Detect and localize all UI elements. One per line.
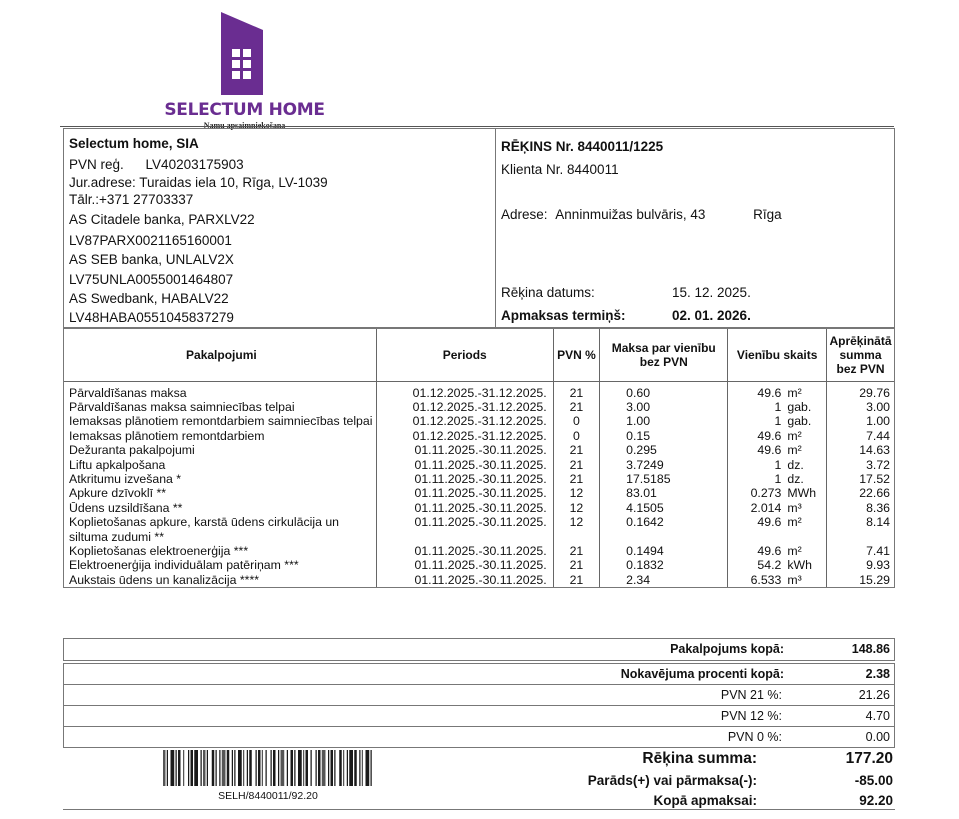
vat12-value: 4.70 <box>865 709 890 723</box>
quantity-value: 49.6 <box>757 385 782 400</box>
barcode-bar <box>362 750 363 786</box>
unit-price-cell: 17.5185 <box>600 472 728 486</box>
quantity-cell <box>728 429 827 443</box>
period-cell: 01.11.2025.-30.11.2025. <box>376 515 553 544</box>
quantity-value: 49.6 <box>757 443 782 458</box>
service-cell: Pārvaldīšanas maksa saimniecības telpai <box>69 399 295 414</box>
invoice-title: RĒĶINS Nr. 8440011/1225 <box>501 139 664 154</box>
unit-price-cell: 3.7249 <box>600 458 728 472</box>
unit-price-cell: 4.1505 <box>600 501 728 515</box>
invoice-info <box>496 129 894 327</box>
sum-cell: 9.93 <box>826 558 894 572</box>
vat-label: PVN reģ. <box>69 157 124 172</box>
barcode-bar <box>266 750 267 786</box>
quantity-cell <box>728 486 827 500</box>
quantity-cell <box>728 573 827 587</box>
barcode-bar <box>222 750 226 786</box>
barcode-bar <box>322 750 326 786</box>
sum-cell: 1.00 <box>826 414 894 428</box>
quantity-value: 0.273 <box>750 486 782 501</box>
period-cell: 01.12.2025.-31.12.2025. <box>376 381 553 400</box>
sum-cell: 22.66 <box>826 486 894 500</box>
barcode-bar <box>347 750 348 786</box>
debt-value: -85.00 <box>854 773 893 788</box>
quantity-value: 1 <box>774 399 782 414</box>
invoice-date-value: 15. 12. 2025. <box>672 285 751 300</box>
building-icon <box>221 12 263 95</box>
header-service: Pakalpojumi <box>64 329 376 381</box>
table-row <box>64 544 894 558</box>
barcode-bar <box>249 750 252 786</box>
vat-cell: 21 <box>553 381 599 400</box>
unit-price-cell: 2.34 <box>600 573 728 587</box>
address-city: Rīga <box>753 207 782 222</box>
table-row <box>64 558 894 572</box>
period-cell: 01.11.2025.-30.11.2025. <box>376 458 553 472</box>
barcode-bar <box>331 750 334 786</box>
address-value: Anninmuižas bulvāris, 43 <box>555 207 706 222</box>
quantity-unit: m² <box>787 443 802 458</box>
vat-cell: 21 <box>553 400 599 414</box>
barcode-bar <box>171 750 175 786</box>
service-cell: Koplietošanas apkure, karstā ūdens cirkulācija un siltuma zudumi ** <box>69 515 340 544</box>
barcode-bar <box>294 750 295 786</box>
quantity-cell <box>728 458 827 472</box>
divider <box>60 126 894 127</box>
barcode <box>163 750 373 786</box>
barcode-bar <box>316 750 317 786</box>
quantity-value: 1 <box>774 414 782 429</box>
quantity-cell <box>728 472 827 486</box>
service-cell: Elektroenerģija individuālam patēriņam *** <box>69 558 299 573</box>
quantity-unit: dz. <box>787 471 804 486</box>
vat-cell: 21 <box>553 458 599 472</box>
barcode-bar <box>349 750 353 786</box>
barcode-bar <box>371 750 372 786</box>
barcode-bar <box>287 750 288 786</box>
services-total-value: 148.86 <box>851 642 890 656</box>
barcode-bar <box>318 750 321 786</box>
quantity-value: 1 <box>774 457 782 472</box>
barcode-bar <box>238 750 242 786</box>
barcode-bar <box>258 750 261 786</box>
quantity-value: 2.014 <box>750 500 782 515</box>
barcode-text: SELH/8440011/92.20 <box>218 790 318 802</box>
quantity-unit: m³ <box>787 500 802 515</box>
quantity-cell <box>728 400 827 414</box>
quantity-unit: m² <box>787 428 802 443</box>
quantity-unit: gab. <box>787 399 812 414</box>
company-logo <box>157 10 332 128</box>
barcode-bar <box>191 750 194 786</box>
vat0-label: PVN 0 %: <box>727 730 782 744</box>
period-cell: 01.12.2025.-31.12.2025. <box>376 414 553 428</box>
debt-label: Parāds(+) vai pārmaksa(-): <box>587 773 757 788</box>
quantity-value: 49.6 <box>757 543 782 558</box>
service-cell: Iemaksas plānotiem remontdarbiem <box>69 428 265 443</box>
vat-cell: 21 <box>553 558 599 572</box>
quantity-unit: m³ <box>787 572 802 587</box>
quantity-cell <box>728 381 827 400</box>
vat-cell: 0 <box>553 414 599 428</box>
sum-cell: 7.41 <box>826 544 894 558</box>
sum-cell: 17.52 <box>826 472 894 486</box>
unit-price-cell: 0.1642 <box>600 515 728 544</box>
divider <box>63 809 895 810</box>
vat0-value: 0.00 <box>865 730 890 744</box>
barcode-bar <box>176 750 177 786</box>
bank-iban: LV87PARX0021165160001 <box>69 233 232 248</box>
vat-cell: 12 <box>553 501 599 515</box>
penalty-row <box>63 663 895 685</box>
barcode-bar <box>354 750 357 786</box>
due-date-label: Apmaksas termiņš: <box>501 308 626 323</box>
barcode-bar <box>234 750 235 786</box>
barcode-bar <box>339 750 342 786</box>
address-label: Adrese: <box>501 207 548 222</box>
quantity-value: 6.533 <box>750 572 782 587</box>
due-date-value: 02. 01. 2026. <box>672 308 751 323</box>
period-cell: 01.11.2025.-30.11.2025. <box>376 573 553 587</box>
service-cell: Koplietošanas elektroenerģija *** <box>69 543 249 558</box>
barcode-bar <box>334 750 335 786</box>
quantity-unit: dz. <box>787 457 804 472</box>
vat0-row <box>63 726 895 748</box>
barcode-bar <box>328 750 329 786</box>
barcode-bar <box>278 750 279 786</box>
vat-cell: 0 <box>553 429 599 443</box>
barcode-bar <box>273 750 276 786</box>
barcode-bar <box>281 750 285 786</box>
barcode-bar <box>203 750 206 786</box>
sum-cell: 3.72 <box>826 458 894 472</box>
quantity-cell <box>728 443 827 457</box>
bank-name: AS SEB banka, UNLALV2X <box>69 252 234 267</box>
to-pay-value: 92.20 <box>859 793 893 808</box>
sum-cell: 29.76 <box>826 381 894 400</box>
table-row <box>64 501 894 515</box>
vat-cell: 12 <box>553 515 599 544</box>
barcode-bar <box>262 750 263 786</box>
quantity-unit: m² <box>787 515 802 530</box>
services-table <box>63 328 895 588</box>
vat12-row <box>63 705 895 727</box>
company-address: Jur.adrese: Turaidas iela 10, Rīga, LV-1039 <box>69 175 328 190</box>
sum-cell: 3.00 <box>826 400 894 414</box>
barcode-bar <box>216 750 217 786</box>
period-cell: 01.11.2025.-30.11.2025. <box>376 443 553 457</box>
barcode-bar <box>201 750 202 786</box>
table-row <box>64 515 894 544</box>
sum-cell: 15.29 <box>826 573 894 587</box>
table-row <box>64 400 894 414</box>
company-name: Selectum home, SIA <box>69 136 199 151</box>
sum-cell: 8.14 <box>826 515 894 544</box>
quantity-value: 54.2 <box>757 558 782 573</box>
header-unit-price: Maksa par vienību bez PVN <box>600 329 728 381</box>
service-cell: Liftu apkalpošana <box>69 457 166 472</box>
period-cell: 01.11.2025.-30.11.2025. <box>376 486 553 500</box>
barcode-bar <box>359 750 360 786</box>
service-cell: Pārvaldīšanas maksa <box>69 385 187 400</box>
sum-cell: 14.63 <box>826 443 894 457</box>
unit-price-cell: 0.15 <box>600 429 728 443</box>
services-total-label: Pakalpojums kopā: <box>670 642 784 656</box>
vat-cell: 12 <box>553 486 599 500</box>
invoice-date-label: Rēķina datums: <box>501 285 595 300</box>
service-cell: Atkritumu izvešana * <box>69 471 182 486</box>
header-sum: Aprēķinātā summa bez PVN <box>826 329 894 381</box>
unit-price-cell: 1.00 <box>600 414 728 428</box>
barcode-bar <box>343 750 344 786</box>
unit-price-cell: 83.01 <box>600 486 728 500</box>
company-phone: Tālr.:+371 27703337 <box>69 192 194 207</box>
period-cell: 01.11.2025.-30.11.2025. <box>376 558 553 572</box>
table-row <box>64 486 894 500</box>
quantity-unit: MWh <box>787 486 817 501</box>
sum-cell: 8.36 <box>826 501 894 515</box>
quantity-cell <box>728 515 827 544</box>
barcode-bar <box>188 750 189 786</box>
barcode-bar <box>247 750 248 786</box>
barcode-bar <box>219 750 220 786</box>
barcode-bar <box>311 750 312 786</box>
penalty-label: Nokavējuma procenti kopā: <box>620 667 784 681</box>
quantity-cell <box>728 544 827 558</box>
service-cell: Apkure dzīvoklī ** <box>69 486 167 501</box>
quantity-cell <box>728 414 827 428</box>
client-address <box>501 207 782 222</box>
barcode-bar <box>194 750 198 786</box>
table-row <box>64 472 894 486</box>
barcode-bar <box>366 750 370 786</box>
barcode-bar <box>227 750 230 786</box>
vat-cell: 21 <box>553 472 599 486</box>
period-cell: 01.12.2025.-31.12.2025. <box>376 400 553 414</box>
to-pay-label: Kopā apmaksai: <box>653 793 757 808</box>
barcode-bar <box>183 750 184 786</box>
barcode-bar <box>232 750 233 786</box>
quantity-value: 1 <box>774 471 782 486</box>
penalty-value: 2.38 <box>865 667 890 681</box>
unit-price-cell: 0.295 <box>600 443 728 457</box>
barcode-bar <box>212 750 215 786</box>
bank-name: AS Swedbank, HABALV22 <box>69 291 229 306</box>
company-vat <box>69 157 244 172</box>
vat21-label: PVN 21 %: <box>720 688 782 702</box>
client-number: Klienta Nr. 8440011 <box>501 162 619 177</box>
barcode-bar <box>178 750 181 786</box>
table-row <box>64 414 894 428</box>
vat12-label: PVN 12 %: <box>720 709 782 723</box>
quantity-unit: gab. <box>787 414 812 429</box>
table-row <box>64 573 894 587</box>
brand-name: SELECTUM HOME <box>164 100 325 120</box>
barcode-bar <box>303 750 304 786</box>
header-quantity: Vienību skaits <box>728 329 827 381</box>
bank-name: AS Citadele banka, PARXLV22 <box>69 212 255 227</box>
invoice-sum-label: Rēķina summa: <box>642 750 757 767</box>
period-cell: 01.11.2025.-30.11.2025. <box>376 472 553 486</box>
service-cell: Iemaksas plānotiem remontdarbiem saimniecības telpai <box>69 414 373 429</box>
service-cell: Aukstais ūdens un kanalizācija **** <box>69 572 260 587</box>
barcode-bar <box>207 750 208 786</box>
quantity-unit: kWh <box>787 558 812 573</box>
period-cell: 01.11.2025.-30.11.2025. <box>376 501 553 515</box>
table-header-row <box>64 329 894 381</box>
services-total-row <box>63 638 895 661</box>
quantity-unit: m² <box>787 385 802 400</box>
table-row <box>64 458 894 472</box>
quantity-cell <box>728 558 827 572</box>
vat21-row <box>63 684 895 706</box>
table-row <box>64 381 894 400</box>
unit-price-cell: 0.60 <box>600 381 728 400</box>
quantity-value: 49.6 <box>757 515 782 530</box>
vat-cell: 21 <box>553 544 599 558</box>
period-cell: 01.11.2025.-30.11.2025. <box>376 544 553 558</box>
quantity-value: 49.6 <box>757 428 782 443</box>
service-cell: Ūdens uzsildīšana ** <box>69 500 183 515</box>
barcode-bar <box>243 750 244 786</box>
bank-iban: LV75UNLA0055001464807 <box>69 272 234 287</box>
barcode-bar <box>298 750 302 786</box>
quantity-unit: m² <box>787 543 802 558</box>
barcode-bar <box>163 750 166 786</box>
barcode-bar <box>291 750 294 786</box>
barcode-bar <box>271 750 272 786</box>
barcode-bar <box>167 750 168 786</box>
vat21-value: 21.26 <box>858 688 890 702</box>
header-period: Periods <box>376 329 553 381</box>
invoice-sum-value: 177.20 <box>845 750 893 767</box>
unit-price-cell: 3.00 <box>600 400 728 414</box>
barcode-bar <box>306 750 309 786</box>
table-row <box>64 429 894 443</box>
sum-cell: 7.44 <box>826 429 894 443</box>
header-vat: PVN % <box>553 329 599 381</box>
vat-cell: 21 <box>553 443 599 457</box>
vat-cell: 21 <box>553 573 599 587</box>
company-info <box>64 129 496 327</box>
quantity-cell <box>728 501 827 515</box>
period-cell: 01.12.2025.-31.12.2025. <box>376 429 553 443</box>
vat-value: LV40203175903 <box>145 157 244 172</box>
table-row <box>64 443 894 457</box>
service-cell: Dežuranta pakalpojumi <box>69 443 195 458</box>
unit-price-cell: 0.1494 <box>600 544 728 558</box>
bank-iban: LV48HABA0551045837279 <box>69 310 234 325</box>
invoice-header <box>63 128 895 328</box>
barcode-bar <box>256 750 257 786</box>
unit-price-cell: 0.1832 <box>600 558 728 572</box>
